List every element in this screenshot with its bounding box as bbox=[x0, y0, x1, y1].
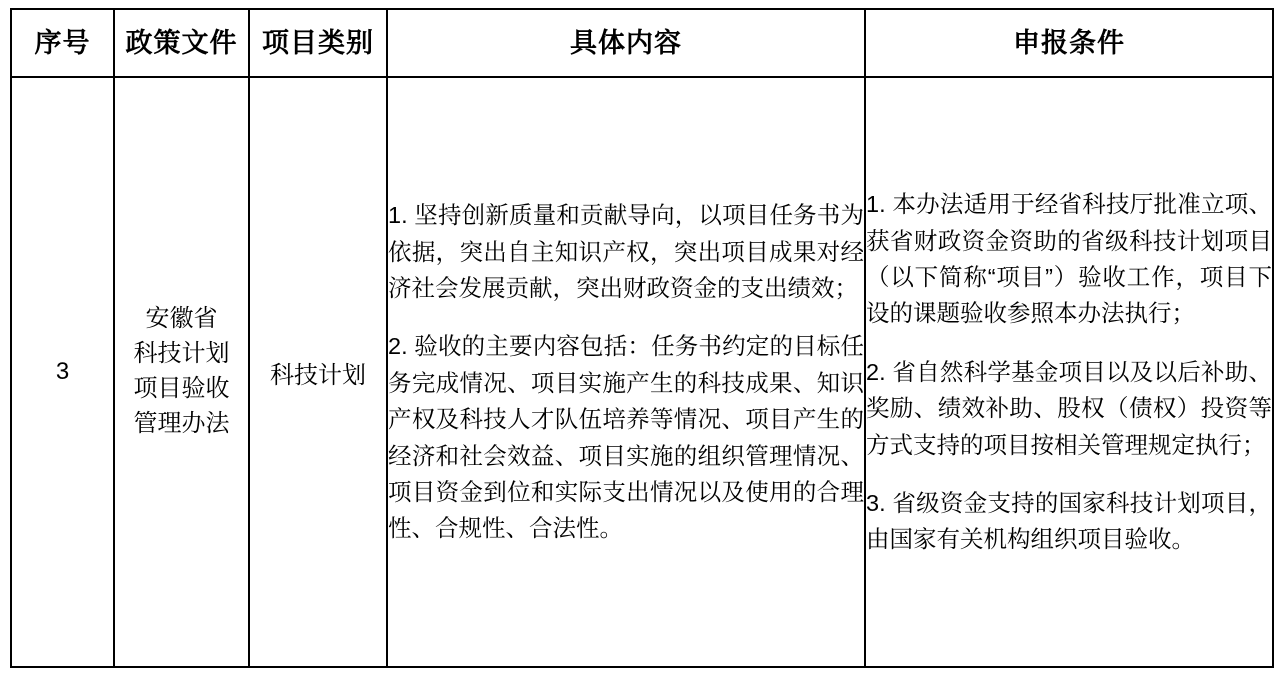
column-header-category: 项目类别 bbox=[249, 9, 387, 77]
column-header-no: 序号 bbox=[11, 9, 114, 77]
cell-specific-content bbox=[387, 77, 865, 667]
column-header-document: 政策文件 bbox=[114, 9, 249, 77]
cell-row-number: 3 bbox=[11, 77, 114, 667]
condition-paragraph: 1. 本办法适用于经省科技厅批准立项、获省财政资金资助的省级科技计划项目（以下简称“项目”）验收工作，项目下设的课题验收参照本办法执行； bbox=[866, 191, 1272, 327]
table-body bbox=[11, 77, 1273, 667]
table-row bbox=[11, 77, 1273, 667]
cell-project-category: 科技计划 bbox=[249, 77, 387, 667]
content-paragraph: 2. 验收的主要内容包括：任务书约定的目标任务完成情况、项目实施产生的科技成果、知识产权及科技人才队伍培养等情况、项目产生的经济和社会效益、项目实施的组织管理情况、项目资金到位和实际支出情况以及使用的合理性、合规性、合法性。 bbox=[388, 333, 864, 542]
cell-policy-document bbox=[114, 77, 249, 667]
content-paragraph: 1. 坚持创新质量和贡献导向，以项目任务书为依据，突出自主知识产权，突出项目成果对经济社会发展贡献，突出财政资金的支出绩效； bbox=[388, 202, 864, 301]
column-header-conditions: 申报条件 bbox=[865, 9, 1273, 77]
condition-paragraph: 2. 省自然科学基金项目以及以后补助、奖励、绩效补助、股权（债权）投资等方式支持的项目按相关管理规定执行； bbox=[866, 358, 1272, 458]
cell-application-conditions bbox=[865, 77, 1273, 667]
policy-document-name: 安徽省 科技计划 项目验收 管理办法 bbox=[133, 305, 230, 437]
table-header-row bbox=[11, 9, 1273, 77]
policy-table bbox=[10, 8, 1274, 668]
table-header bbox=[11, 9, 1273, 77]
column-header-content: 具体内容 bbox=[387, 9, 865, 77]
condition-paragraph: 3. 省级资金支持的国家科技计划项目，由国家有关机构组织项目验收。 bbox=[866, 490, 1272, 553]
